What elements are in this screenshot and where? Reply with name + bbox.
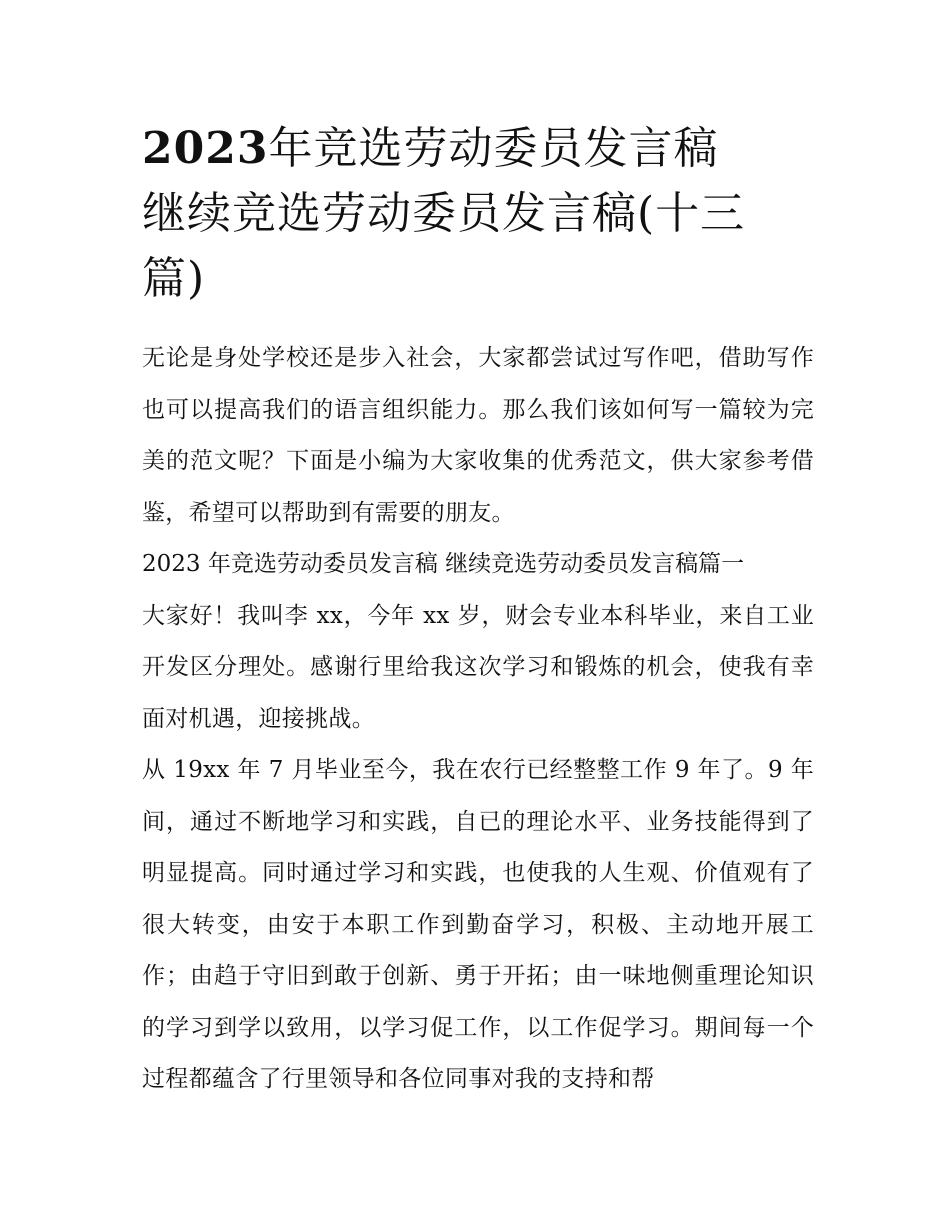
document-page (142, 116, 814, 1106)
title-line-2: 继续竞选劳动委员发言稿(十三 (142, 188, 746, 239)
title-line-1-text: 年竞选劳动委员发言稿 (268, 123, 719, 174)
section-heading: 2023 年竞选劳动委员发言稿 继续竞选劳动委员发言稿篇一 (142, 551, 745, 577)
title-line-3: 篇) (142, 253, 206, 304)
title-line-1 (142, 116, 814, 181)
body-paragraph-1: 大家好！我叫李 xx，今年 xx 岁，财会专业本科毕业，来自工业开发区分理处。感谢行里给我这次学习和锻炼的机会，使我有幸面对机遇，迎接挑战。 (142, 602, 814, 732)
document-title (142, 116, 814, 311)
intro-paragraph: 无论是身处学校还是步入社会，大家都尝试过写作吧，借助写作也可以提高我们的语言组织能力。那么我们该如何写一篇较为完美的范文呢？下面是小编为大家收集的优秀范文，供大家参考借鉴，希望可以帮助到有需要的朋友。 (142, 345, 814, 526)
body-paragraph-2: 从 19xx 年 7 月毕业至今，我在农行已经整整工作 9 年了。9 年间，通过不断地学习和实践，自已的理论水平、业务技能得到了明显提高。同时通过学习和实践，也使我的人生观、价值观有了很大转变，由安于本职工作到勤奋学习，积极、主动地开展工作；由趋于守旧到敢于创新、勇于开拓；由一味地侧重理论知识的学习到学以致用，以学习促工作，以工作促学习。期间每一个过程都蕴含了行里领导和各位同事对我的支持和帮 (142, 757, 814, 1092)
title-year: 2023 (142, 123, 269, 174)
document-body (142, 333, 814, 1106)
